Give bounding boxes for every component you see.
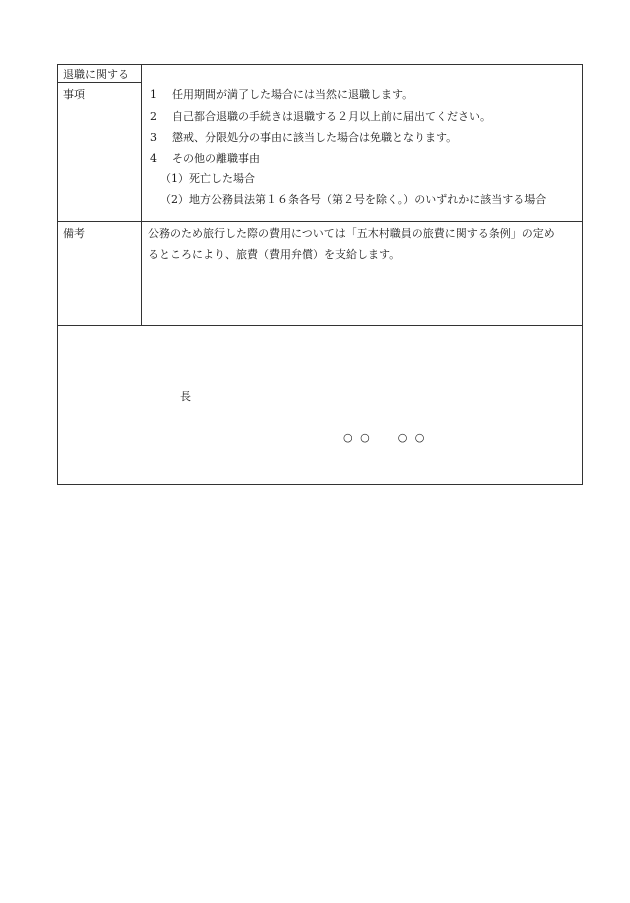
item-text: 懲戒、分限処分の事由に該当した場合は免職となります。 <box>172 131 458 144</box>
retirement-label-cell <box>58 65 142 221</box>
retirement-content-cell <box>142 65 582 221</box>
item-text: 自己都合退職の手続きは退職する２月以上前に届出てください。 <box>172 110 491 123</box>
retirement-label-line2: 事項 <box>63 88 85 101</box>
retirement-label-line1: 退職に関する <box>63 68 129 81</box>
item-number: 3 <box>150 131 157 144</box>
item-number: 2 <box>150 110 157 123</box>
item-number: 4 <box>150 152 157 165</box>
employment-conditions-table <box>57 64 583 485</box>
retirement-subitem: （2）地方公務員法第１６条各号（第２号を除く。）のいずれかに該当する場合 <box>160 193 547 206</box>
item-number: 1 <box>150 88 157 101</box>
retirement-subitem: （1）死亡した場合 <box>160 172 255 185</box>
retirement-item <box>142 131 582 145</box>
notes-line: 公務のため旅行した際の費用については「五木村職員の旅費に関する条例」の定め <box>148 227 555 240</box>
signature-row <box>58 326 582 484</box>
item-text: その他の離職事由 <box>172 152 260 165</box>
retirement-row <box>58 65 582 222</box>
retirement-item <box>142 88 582 102</box>
notes-row <box>58 222 582 326</box>
signatory-title: 長 <box>180 390 191 403</box>
label-divider <box>58 82 142 83</box>
notes-label: 備考 <box>63 227 85 240</box>
notes-content-cell <box>142 222 582 325</box>
item-text: 任用期間が満了した場合には当然に退職します。 <box>172 88 414 101</box>
notes-label-cell <box>58 222 142 325</box>
signatory-name: ○ ○ ○ ○ <box>343 431 427 444</box>
retirement-item <box>142 152 582 166</box>
retirement-item <box>142 110 582 124</box>
notes-line: るところにより、旅費（費用弁償）を支給します。 <box>148 248 401 261</box>
